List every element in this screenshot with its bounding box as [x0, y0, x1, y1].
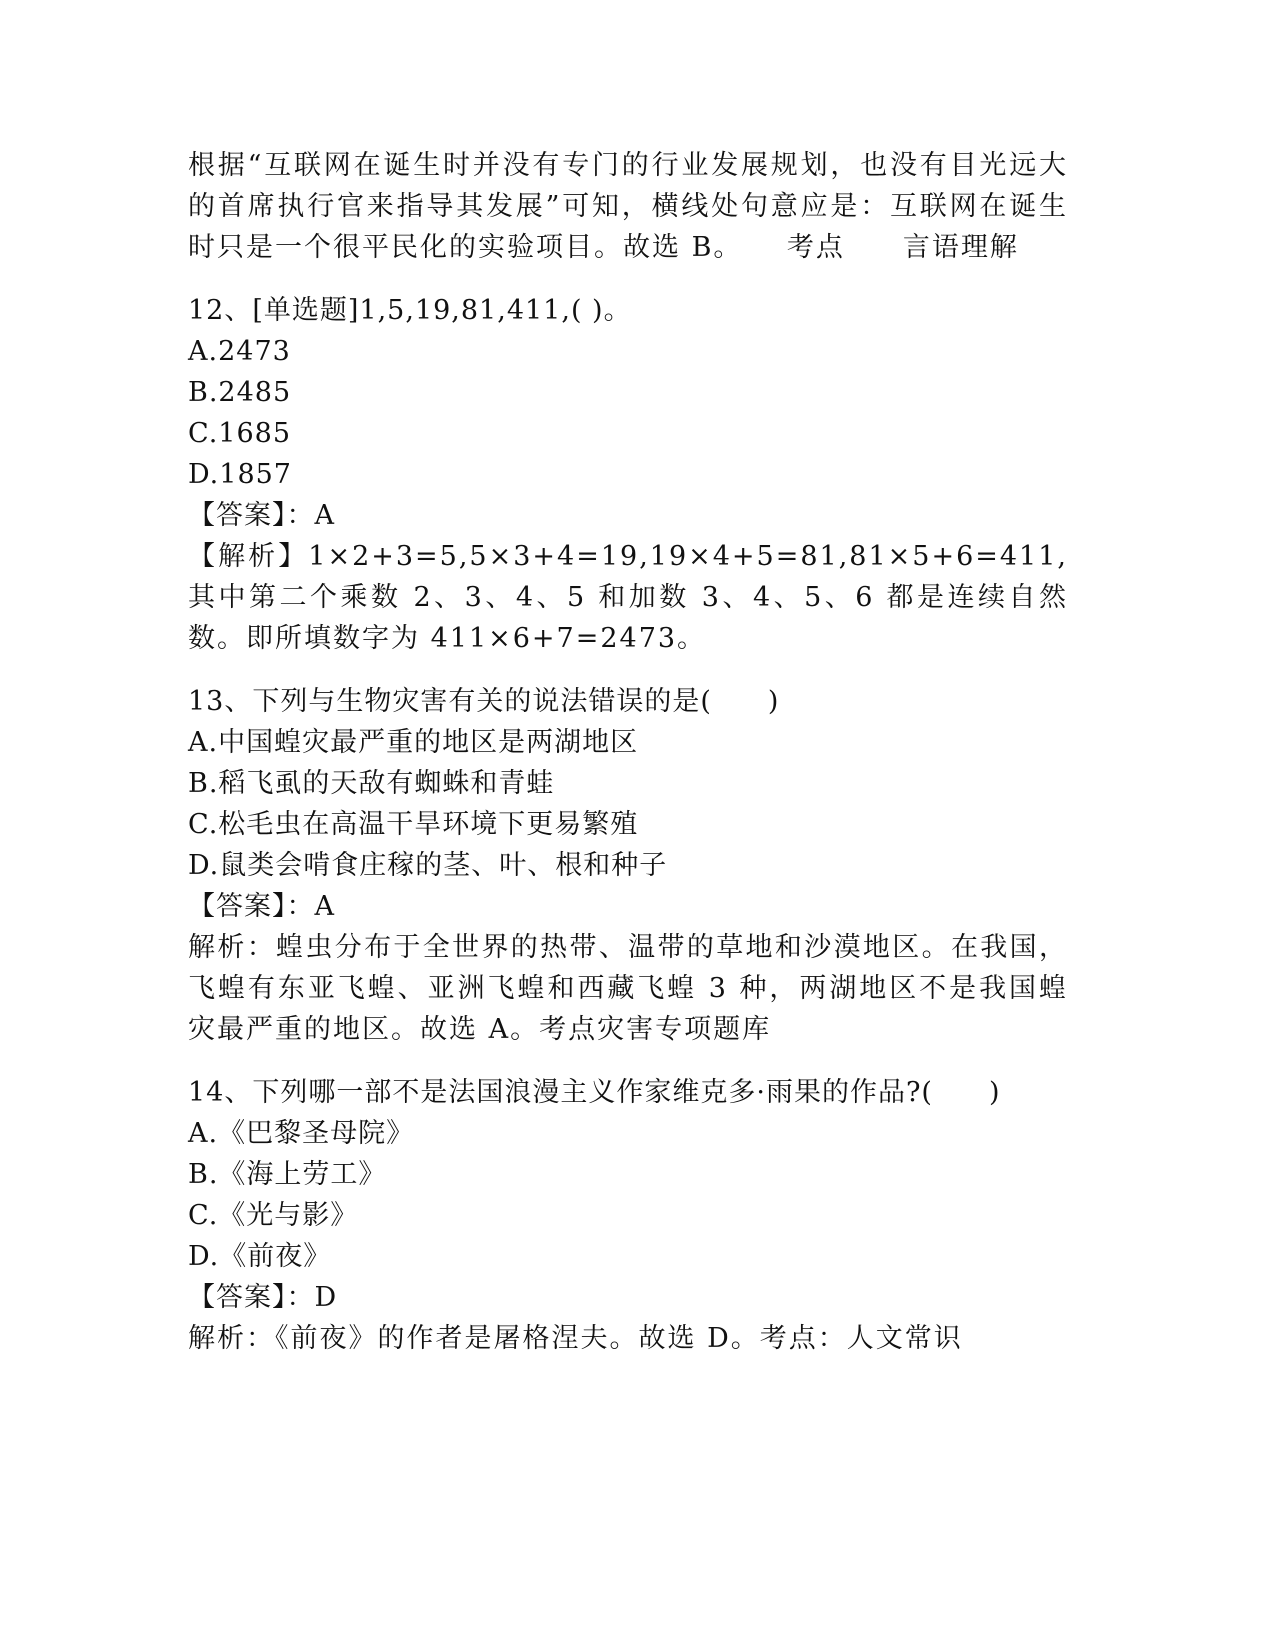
option-c: C.松毛虫在高温干旱环境下更易繁殖	[188, 809, 639, 840]
option-d: D.1857	[188, 459, 292, 490]
option-a: A.2473	[188, 336, 291, 367]
document-page	[188, 145, 1068, 1359]
answer: 【答案】：A	[188, 500, 335, 531]
intro-paragraph: 根据“互联网在诞生时并没有专门的行业发展规划，也没有目光远大的首席执行官来指导其发展”可知，横线处句意应是：互联网在诞生时只是一个很平民化的实验项目。故选 B。 考点 言语理解	[188, 150, 1068, 263]
analysis: 【解析】1×2+3=5,5×3+4=19,19×4+5=81,81×5+6=411,其中第二个乘数 2、3、4、5 和加数 3、4、5、6 都是连续自然数。即所填数字为 411×6+7=2473。	[188, 541, 1068, 654]
answer: 【答案】：D	[188, 1282, 338, 1313]
question-12	[188, 290, 1068, 659]
spacer	[188, 659, 1068, 681]
option-a: A.《巴黎圣母院》	[188, 1118, 415, 1149]
option-a: A.中国蝗灾最严重的地区是两湖地区	[188, 727, 639, 758]
spacer	[188, 268, 1068, 290]
question-stem: 14、下列哪一部不是法国浪漫主义作家维克多·雨果的作品?( )	[188, 1077, 1001, 1108]
option-c: C.1685	[188, 418, 291, 449]
answer: 【答案】：A	[188, 891, 335, 922]
option-b: B.稻飞虱的天敌有蜘蛛和青蛙	[188, 768, 555, 799]
question-14	[188, 1072, 1068, 1359]
spacer	[188, 1050, 1068, 1072]
option-d: D.《前夜》	[188, 1241, 332, 1272]
analysis: 解析：蝗虫分布于全世界的热带、温带的草地和沙漠地区。在我国，飞蝗有东亚飞蝗、亚洲飞蝗和西藏飞蝗 3 种，两湖地区不是我国蝗灾最严重的地区。故选 A。考点灾害专项题库	[188, 932, 1068, 1045]
analysis: 解析：《前夜》的作者是屠格涅夫。故选 D。考点：人文常识	[188, 1323, 963, 1354]
option-b: B.《海上劳工》	[188, 1159, 387, 1190]
option-c: C.《光与影》	[188, 1200, 359, 1231]
question-stem: 12、[单选题]1,5,19,81,411,( )。	[188, 295, 632, 326]
question-stem: 13、下列与生物灾害有关的说法错误的是( )	[188, 686, 780, 717]
question-13	[188, 681, 1068, 1050]
option-b: B.2485	[188, 377, 292, 408]
option-d: D.鼠类会啃食庄稼的茎、叶、根和种子	[188, 850, 668, 881]
